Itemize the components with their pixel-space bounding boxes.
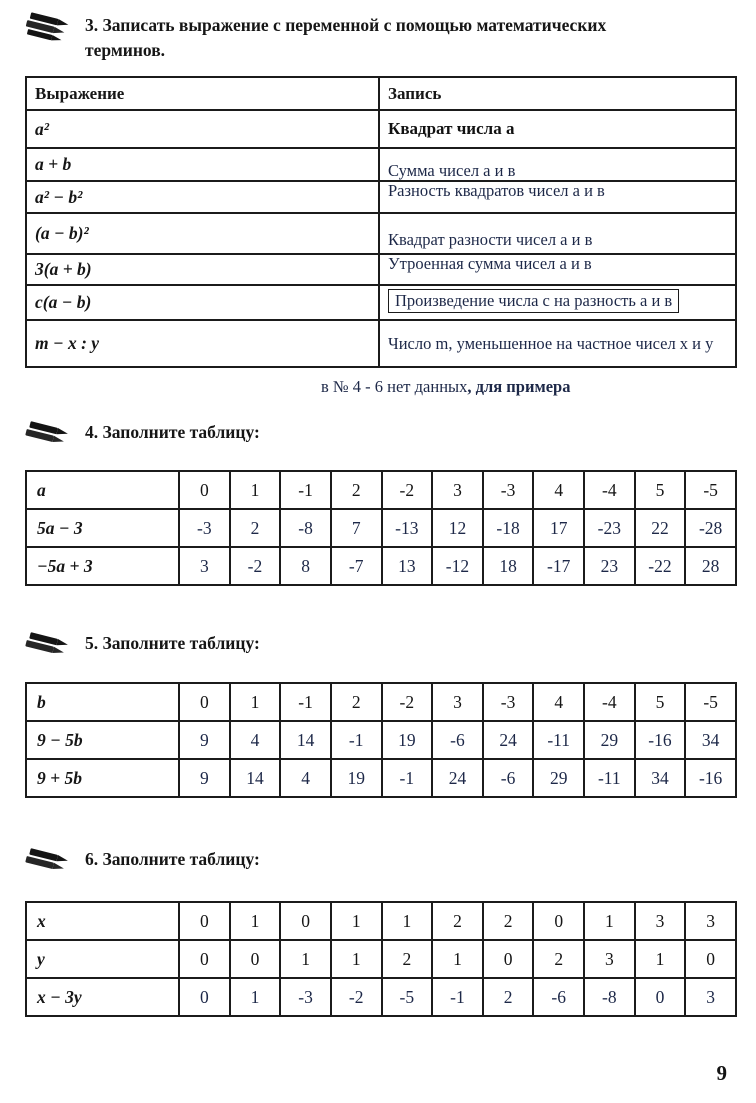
answer-cell (379, 181, 736, 213)
value-cell: -8 (584, 978, 635, 1016)
value-cell: 34 (635, 759, 686, 797)
value-cell: 2 (230, 509, 281, 547)
answer-text: Сумма чисел а и в (388, 160, 516, 180)
value-cell: -1 (382, 759, 433, 797)
value-cell: 4 (533, 683, 584, 721)
value-cell: -1 (280, 471, 331, 509)
task6-title-block (85, 844, 260, 872)
expression-cell: m − x : y (26, 320, 379, 367)
value-cell: -6 (483, 759, 534, 797)
value-cell: 29 (533, 759, 584, 797)
value-cell: 1 (331, 902, 382, 940)
value-cell: 0 (179, 471, 230, 509)
column-header-expression: Выражение (26, 77, 379, 110)
answer-cell (379, 110, 736, 148)
task3-table (25, 76, 737, 368)
value-cell: 24 (432, 759, 483, 797)
table-row (26, 110, 736, 148)
value-cell: 19 (331, 759, 382, 797)
value-cell: 3 (584, 940, 635, 978)
row-label: b (26, 683, 179, 721)
value-cell: 18 (483, 547, 534, 585)
task-number: 3. (85, 15, 99, 35)
value-cell: 2 (533, 940, 584, 978)
value-cell: 2 (432, 902, 483, 940)
value-cell: -17 (533, 547, 584, 585)
value-cell: -8 (280, 509, 331, 547)
value-cell: 1 (584, 902, 635, 940)
value-cell: -6 (432, 721, 483, 759)
value-cell: 0 (635, 978, 686, 1016)
table-row (26, 320, 736, 367)
table-row (26, 254, 736, 285)
value-cell: 13 (382, 547, 433, 585)
value-cell: 0 (230, 940, 281, 978)
row-label: a (26, 471, 179, 509)
value-cell: -7 (331, 547, 382, 585)
value-cell: -1 (432, 978, 483, 1016)
value-cell: 0 (685, 940, 736, 978)
table-row (26, 285, 736, 320)
value-cell: -3 (280, 978, 331, 1016)
table-row (26, 509, 736, 547)
task3-title-block (85, 10, 677, 63)
answer-cell (379, 148, 736, 181)
value-cell: 8 (280, 547, 331, 585)
value-cell: 24 (483, 721, 534, 759)
task-title: Заполните таблицу: (102, 633, 260, 653)
value-cell: -1 (331, 721, 382, 759)
handwritten-note (321, 377, 737, 397)
page-number: 9 (716, 1061, 727, 1085)
answer-text-boxed: Произведение числа с на разность а и в (388, 289, 679, 313)
pencil-icon (25, 11, 75, 50)
row-label: −5a + 3 (26, 547, 179, 585)
expression-cell: 3(a + b) (26, 254, 379, 285)
value-cell: 0 (483, 940, 534, 978)
value-cell: 3 (685, 902, 736, 940)
answer-cell (379, 254, 736, 285)
value-cell: -5 (382, 978, 433, 1016)
answer-text: Утроенная сумма чисел а и в (388, 253, 592, 273)
task-title: Записать выражение с переменной с помощью математических терминов. (85, 15, 607, 60)
expression-cell: a + b (26, 148, 379, 181)
answer-cell (379, 285, 736, 320)
value-cell: 5 (635, 683, 686, 721)
value-cell: 9 (179, 721, 230, 759)
task6-table (25, 901, 737, 1017)
value-cell: 22 (635, 509, 686, 547)
row-label: 9 − 5b (26, 721, 179, 759)
answer-text: Квадрат числа a (388, 119, 515, 138)
value-cell: 4 (230, 721, 281, 759)
answer-text: Квадрат разности чисел а и в (388, 229, 593, 249)
expression-cell: c(a − b) (26, 285, 379, 320)
value-cell: 1 (280, 940, 331, 978)
value-cell: 14 (230, 759, 281, 797)
row-label: y (26, 940, 179, 978)
value-cell: 1 (331, 940, 382, 978)
answer-cell (379, 320, 736, 367)
task-number: 5. (85, 633, 99, 653)
row-label: 9 + 5b (26, 759, 179, 797)
task4-title-block (85, 417, 260, 445)
table-row (26, 759, 736, 797)
value-cell: -2 (382, 471, 433, 509)
value-cell: 0 (179, 683, 230, 721)
value-cell: -5 (685, 683, 736, 721)
value-cell: -2 (382, 683, 433, 721)
value-cell: -6 (533, 978, 584, 1016)
table-row (26, 148, 736, 181)
value-cell: -23 (584, 509, 635, 547)
value-cell: 1 (230, 978, 281, 1016)
value-cell: 0 (280, 902, 331, 940)
value-cell: 23 (584, 547, 635, 585)
note-text-bold: , для примера (467, 377, 571, 396)
value-cell: 28 (685, 547, 736, 585)
value-cell: -2 (230, 547, 281, 585)
task-number: 4. (85, 422, 99, 442)
value-cell: -5 (685, 471, 736, 509)
row-label: 5a − 3 (26, 509, 179, 547)
task-number: 6. (85, 849, 99, 869)
row-label: x (26, 902, 179, 940)
value-cell: 3 (432, 471, 483, 509)
value-cell: -22 (635, 547, 686, 585)
value-cell: -13 (382, 509, 433, 547)
value-cell: 3 (635, 902, 686, 940)
pencil-icon (25, 629, 75, 668)
expression-cell: (a − b)² (26, 213, 379, 254)
value-cell: 4 (280, 759, 331, 797)
value-cell: 19 (382, 721, 433, 759)
value-cell: 2 (331, 683, 382, 721)
value-cell: 34 (685, 721, 736, 759)
table-row (26, 721, 736, 759)
value-cell: -16 (685, 759, 736, 797)
value-cell: 14 (280, 721, 331, 759)
value-cell: -4 (584, 471, 635, 509)
value-cell: -3 (179, 509, 230, 547)
value-cell: -11 (584, 759, 635, 797)
pencil-icon (25, 845, 75, 884)
value-cell: 1 (230, 683, 281, 721)
value-cell: 2 (331, 471, 382, 509)
task-title: Заполните таблицу: (102, 422, 260, 442)
value-cell: 12 (432, 509, 483, 547)
value-cell: 3 (179, 547, 230, 585)
value-cell: -11 (533, 721, 584, 759)
value-cell: -1 (280, 683, 331, 721)
value-cell: -28 (685, 509, 736, 547)
table-row (26, 471, 736, 509)
table-row (26, 547, 736, 585)
value-cell: 1 (382, 902, 433, 940)
value-cell: 17 (533, 509, 584, 547)
value-cell: 2 (382, 940, 433, 978)
answer-text: Число m, уменьшенное на частное чисел х и у (388, 333, 714, 353)
table-row (26, 978, 736, 1016)
task3-heading (25, 10, 737, 63)
task5-heading (25, 628, 737, 668)
task5-table (25, 682, 737, 798)
value-cell: -2 (331, 978, 382, 1016)
value-cell: -18 (483, 509, 534, 547)
value-cell: 29 (584, 721, 635, 759)
value-cell: -4 (584, 683, 635, 721)
value-cell: 1 (230, 902, 281, 940)
task4-table (25, 470, 737, 586)
value-cell: 0 (179, 978, 230, 1016)
value-cell: -3 (483, 683, 534, 721)
answer-text: Разность квадратов чисел а и в (388, 181, 605, 200)
expression-cell: a² (26, 110, 379, 148)
table-row (26, 902, 736, 940)
value-cell: -12 (432, 547, 483, 585)
task4-heading (25, 417, 737, 457)
task6-heading (25, 844, 737, 884)
note-text: в № 4 - 6 нет данных (321, 377, 468, 396)
task-title: Заполните таблицу: (102, 849, 260, 869)
table-row (26, 213, 736, 254)
value-cell: 1 (230, 471, 281, 509)
value-cell: -3 (483, 471, 534, 509)
value-cell: 2 (483, 978, 534, 1016)
table-row (26, 940, 736, 978)
value-cell: 4 (533, 471, 584, 509)
pencil-icon (25, 418, 75, 457)
task5-title-block (85, 628, 260, 656)
header-row (26, 77, 736, 110)
value-cell: 9 (179, 759, 230, 797)
value-cell: 1 (432, 940, 483, 978)
value-cell: 1 (635, 940, 686, 978)
expression-cell: a² − b² (26, 181, 379, 213)
value-cell: 3 (432, 683, 483, 721)
value-cell: -16 (635, 721, 686, 759)
value-cell: 3 (685, 978, 736, 1016)
answer-cell (379, 213, 736, 254)
value-cell: 0 (179, 940, 230, 978)
value-cell: 7 (331, 509, 382, 547)
value-cell: 0 (179, 902, 230, 940)
value-cell: 2 (483, 902, 534, 940)
table-row (26, 683, 736, 721)
column-header-notation: Запись (379, 77, 736, 110)
table-row (26, 181, 736, 213)
row-label: x − 3y (26, 978, 179, 1016)
value-cell: 5 (635, 471, 686, 509)
value-cell: 0 (533, 902, 584, 940)
